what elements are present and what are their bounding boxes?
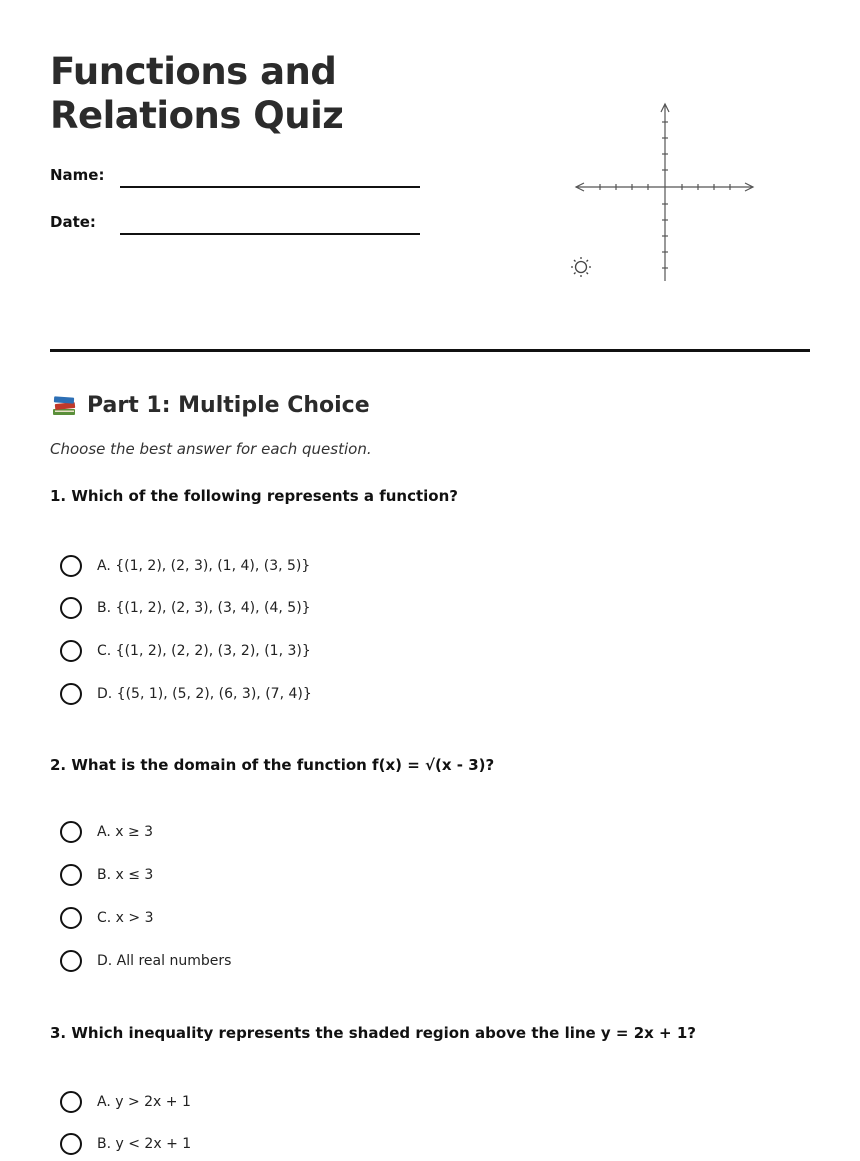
date-label: Date: [50,213,96,231]
radio-button[interactable] [60,864,82,886]
option-label: A. x ≥ 3 [97,824,154,840]
section-heading [50,388,370,422]
option-label: A. y > 2x + 1 [97,1094,191,1110]
name-label: Name: [50,166,105,184]
coordinate-axes-icon [570,98,760,284]
question-3: 3. Which inequality represents the shaded region above the line y = 2x + 1? [50,1024,696,1042]
question-1-option-a[interactable] [60,553,310,579]
radio-button[interactable] [60,1133,82,1155]
question-2: 2. What is the domain of the function f(x) = √(x - 3)? [50,756,495,774]
option-label: C. x > 3 [97,910,154,926]
radio-button[interactable] [60,907,82,929]
date-input-line[interactable] [120,233,420,235]
question-2-option-d[interactable] [60,948,231,974]
sun-icon [571,257,591,277]
books-icon [50,391,78,419]
question-1-option-c[interactable] [60,638,311,664]
radio-button[interactable] [60,555,82,577]
option-label: D. {(5, 1), (5, 2), (6, 3), (7, 4)} [97,686,312,702]
option-label: A. {(1, 2), (2, 3), (1, 4), (3, 5)} [97,558,311,574]
page-title: Functions and Relations Quiz [50,50,344,137]
question-3-option-a[interactable] [60,1089,191,1115]
question-1-option-b[interactable] [60,595,311,621]
question-2-option-a[interactable] [60,819,153,845]
option-label: B. {(1, 2), (2, 3), (3, 4), (4, 5)} [97,600,311,616]
name-field [50,166,430,190]
section-divider [50,349,810,352]
radio-button[interactable] [60,597,82,619]
date-field [50,213,430,237]
section-title: Part 1: Multiple Choice [87,392,370,418]
instructions: Choose the best answer for each question. [50,440,372,458]
radio-button[interactable] [60,683,82,705]
name-input-line[interactable] [120,186,420,188]
question-3-option-b[interactable] [60,1131,191,1157]
question-1-option-d[interactable] [60,681,312,707]
radio-button[interactable] [60,640,82,662]
question-2-option-b[interactable] [60,862,153,888]
option-label: C. {(1, 2), (2, 2), (3, 2), (1, 3)} [97,643,311,659]
option-label: D. All real numbers [97,953,232,969]
option-label: B. x ≤ 3 [97,867,154,883]
radio-button[interactable] [60,821,82,843]
question-2-option-c[interactable] [60,905,154,931]
question-1: 1. Which of the following represents a function? [50,487,458,505]
option-label: B. y < 2x + 1 [97,1136,192,1152]
radio-button[interactable] [60,950,82,972]
radio-button[interactable] [60,1091,82,1113]
